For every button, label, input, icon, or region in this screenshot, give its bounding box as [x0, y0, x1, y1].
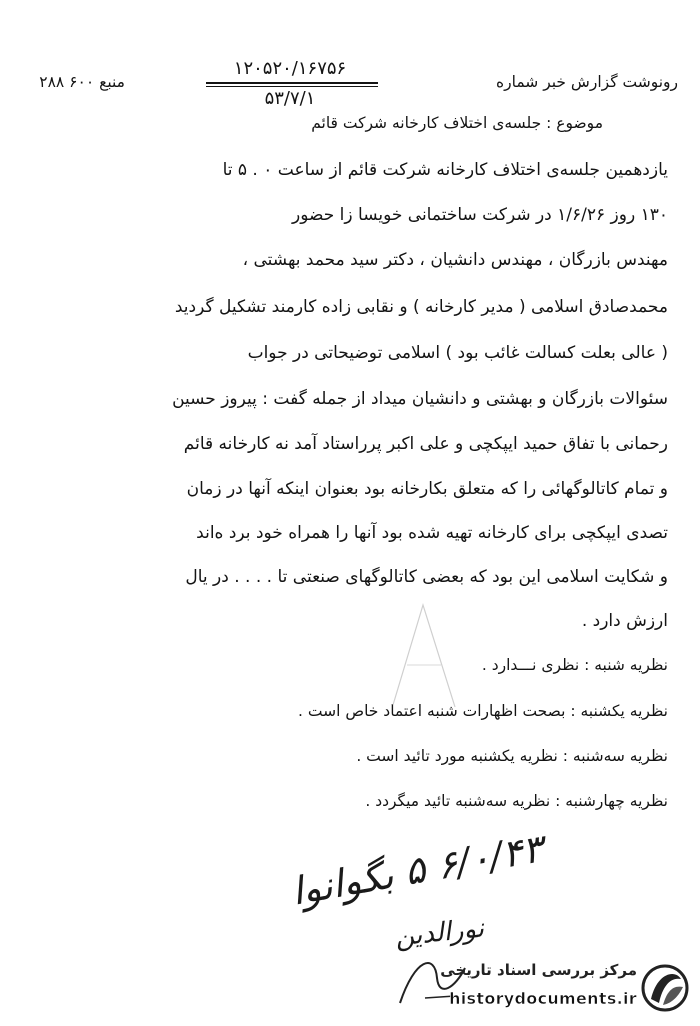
body-line: تصدی ایپکچی برای کارخانه تهیه شده بود آنها را همراه خود برد ه‌اند — [196, 523, 668, 543]
opinion-saturday: نظریه شنبه : نظری نـــدارد . — [481, 656, 668, 674]
body-line: ارزش دارد . — [581, 611, 668, 631]
body-line: رحمانی با تفاق حمید ایپکچی و علی اکبر پرراستاد آمد نه کارخانه قائم — [183, 434, 668, 454]
faint-stamp-mark — [383, 595, 463, 715]
body-line: سئوالات بازرگان و بهشتی و دانشیان میداد از جمله گفت : پیروز حسین — [172, 389, 668, 409]
watermark-org: مرکز بررسی اسناد تاریخی — [440, 961, 637, 979]
report-number-top: ۱۲۰۵۲۰/۱۶۷۵۶ — [233, 58, 347, 79]
body-line: مهندس بازرگان ، مهندس دانشیان ، دکتر سید محمد بهشتی ، — [242, 250, 668, 270]
watermark-site: historydocuments.ir — [449, 989, 637, 1008]
source-label: منبع ۶۰۰ ۲۸۸ — [39, 73, 125, 91]
body-line: ( عالی بعلت کسالت غائب بود ) اسلامی توضیحاتی در جواب — [247, 343, 668, 363]
body-line: و شکایت اسلامی این بود که بعضی کاتالوگهای صنعتی تا . . . . در یال — [185, 567, 668, 587]
body-line: ۱۳۰ روز ۱/۶/۲۶ در شرکت ساختمانی خویسا زا حضور — [292, 205, 668, 225]
report-number-label: رونوشت گزارش خبر شماره — [495, 73, 678, 91]
body-line: یازدهمین جلسه‌ی اختلاف کارخانه شرکت قائم از ساعت ۰ . ۵ تا — [222, 160, 668, 180]
body-line: محمدصادق اسلامی ( مدیر کارخانه ) و نقابی زاده کارمند تشکیل گردید — [174, 297, 668, 317]
opinion-tuesday: نظریه سه‌شنبه : نظریه یکشنبه مورد تائید است . — [356, 747, 668, 765]
opinion-wednesday: نظریه چهارشنبه : نظریه سه‌شنبه تائید میگردد . — [365, 792, 668, 810]
report-number-fraction — [200, 58, 410, 118]
watermark — [430, 955, 695, 1023]
body-line: و تمام کاتالوگهائی را که متعلق بکارخانه بود بعنوان اینکه آنها در زمان — [186, 479, 668, 499]
report-number-bottom: ۵۳/۷/۱ — [264, 88, 316, 109]
handwritten-signature-name: نورالدین — [393, 913, 486, 953]
archive-logo-icon — [641, 959, 689, 1017]
opinion-sunday: نظریه یکشنبه : بصحت اظهارات شنبه اعتماد خاص است . — [298, 702, 668, 720]
handwritten-signature-date: ۶/۰/۴۳ ۵ بگوانوا — [288, 826, 547, 914]
subject-line: موضوع : جلسه‌ی اختلاف کارخانه شرکت قائم — [311, 114, 603, 132]
